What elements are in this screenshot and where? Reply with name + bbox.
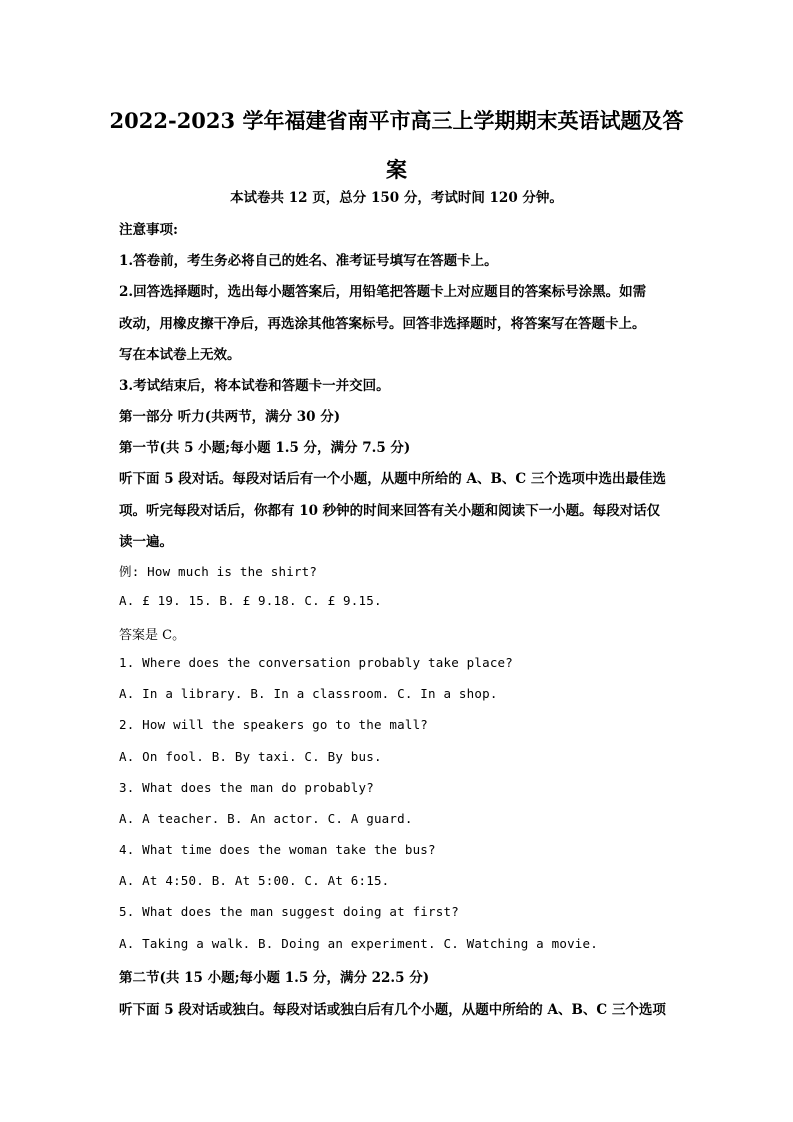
question-1: 1. Where does the conversation probably take place?	[119, 655, 514, 670]
question-1-options: A. In a library. B. In a classroom. C. In a shop.	[119, 686, 498, 701]
section-1-instructions-line-3: 读一遍。	[119, 534, 173, 550]
part-1-heading: 第一部分 听力(共两节，满分 30 分)	[119, 409, 341, 425]
note-2-line-1: 2.回答选择题时，选出每小题答案后，用铅笔把答题卡上对应题目的答案标号涂黑。如需	[119, 284, 647, 300]
question-2-options: A. On fool. B. By taxi. C. By bus.	[119, 749, 382, 764]
question-4-options: A. At 4:50. B. At 5:00. C. At 6:15.	[119, 873, 390, 888]
note-3: 3.考试结束后，将本试卷和答题卡一并交回。	[119, 378, 390, 394]
question-4: 4. What time does the woman take the bus?	[119, 842, 436, 857]
question-3-options: A. A teacher. B. An actor. C. A guard.	[119, 811, 413, 826]
question-5: 5. What does the man suggest doing at first?	[119, 904, 459, 919]
note-1: 1.答卷前，考生务必将自己的姓名、准考证号填写在答题卡上。	[119, 253, 498, 269]
exam-info: 本试卷共 12 页，总分 150 分，考试时间 120 分钟。	[230, 190, 563, 206]
note-2-line-2: 改动，用橡皮擦干净后，再选涂其他答案标号。回答非选择题时，将答案写在答题卡上。	[119, 316, 646, 332]
notes-heading: 注意事项:	[119, 222, 178, 238]
section-1-instructions-line-2: 项。听完每段对话后，你都有 10 秒钟的时间来回答有关小题和阅读下一小题。每段对话仅	[119, 503, 661, 519]
section-1-instructions-line-1: 听下面 5 段对话。每段对话后有一个小题，从题中所给的 A、B、C 三个选项中选出最佳选	[119, 471, 666, 487]
question-2: 2. How will the speakers go to the mall?	[119, 717, 429, 732]
section-2-instructions-line-1: 听下面 5 段对话或独白。每段对话或独白后有几个小题，从题中所给的 A、B、C 三个选项	[119, 1002, 666, 1018]
section-2-heading: 第二节(共 15 小题;每小题 1.5 分，满分 22.5 分)	[119, 970, 430, 986]
page-title: 2022-2023 学年福建省南平市高三上学期期末英语试题及答案	[109, 108, 684, 182]
example-options: A. £ 19. 15. B. £ 9.18. C. £ 9.15.	[119, 593, 382, 608]
question-3: 3. What does the man do probably?	[119, 780, 374, 795]
question-5-options: A. Taking a walk. B. Doing an experiment. C. Watching a movie.	[119, 936, 598, 951]
example-question: 例: How much is the shirt?	[119, 564, 318, 579]
section-1-heading: 第一节(共 5 小题;每小题 1.5 分，满分 7.5 分)	[119, 440, 411, 456]
example-answer: 答案是 C。	[119, 628, 186, 643]
note-2-line-3: 写在本试卷上无效。	[119, 347, 241, 363]
